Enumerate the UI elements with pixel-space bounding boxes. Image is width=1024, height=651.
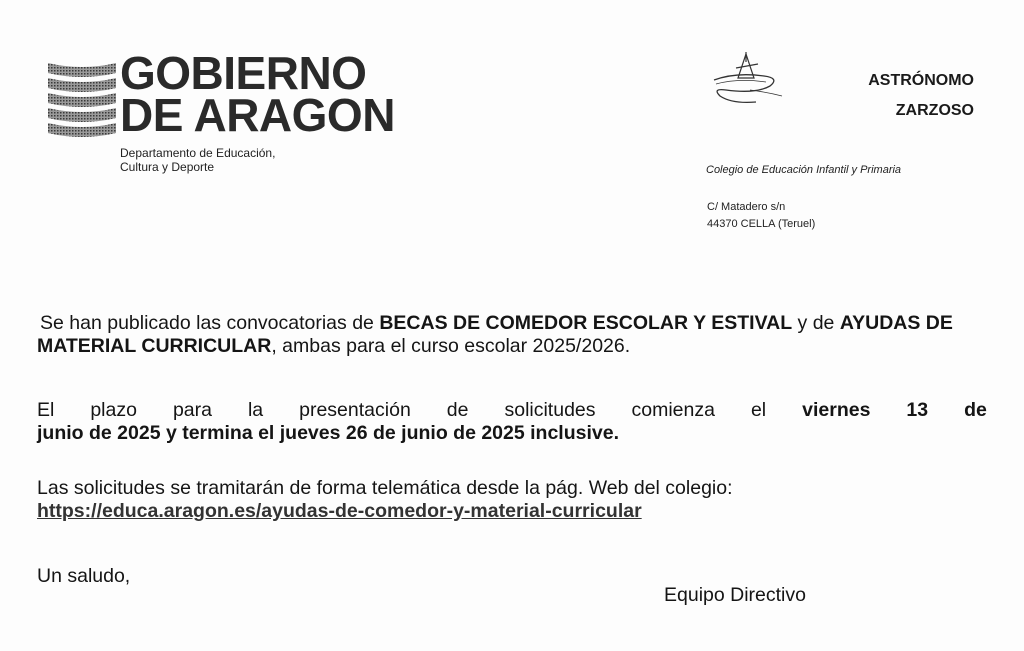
stripes-logo-icon [48,61,116,137]
p2-word: presentación [299,399,411,421]
gov-title-line2: DE ARAGON [120,89,395,141]
telescope-emblem-icon [706,50,786,108]
p1-bold2: AYUDAS DE MATERIAL CURRICULAR [37,312,953,357]
greeting: Un saludo, [37,565,131,587]
gobierno-aragon-wordmark [120,47,395,141]
p1-text1: Se han publicado las convocatorias de [40,312,380,334]
p2-bold-word: viernes [802,399,871,421]
gov-title-line1: GOBIERNO [120,47,367,99]
paragraph-procedure [37,477,987,523]
school-name-line2: ZARZOSO [895,102,974,119]
school-name-line1: ASTRÓNOMO [868,72,974,89]
address-line1: C/ Matadero s/n [707,201,786,213]
school-address [707,199,815,233]
p1-text2: y de [792,312,840,334]
paragraph-deadline [37,399,987,445]
p1-text3: , ambas para el curso escolar 2025/2026. [271,335,631,357]
p2-word: para [172,399,212,421]
paragraph-announcement [37,312,987,358]
gobierno-aragon-logo [48,47,395,147]
signature: Equipo Directivo [664,584,806,606]
p2-word: de [446,399,469,421]
school-name [868,66,974,126]
p2-bold-line2: junio de 2025 y termina el jueves 26 de junio de 2025 inclusive. [37,422,620,444]
p2-bold-word: de [964,399,987,421]
p2-word: la [247,399,264,421]
p2-word: plazo [90,399,137,421]
p2-word: solicitudes [504,399,596,421]
application-link[interactable]: https://educa.aragon.es/ayudas-de-comedor-y-material-curricular [37,500,642,522]
procedure-text: Las solicitudes se tramitarán de forma telemática desde la pág. Web del colegio: [37,477,733,499]
deadline-line2 [37,422,987,445]
department-line1: Departamento de Educación, [120,146,276,160]
deadline-line1 [37,399,987,422]
p2-word: El [37,399,55,421]
p2-word: el [750,399,767,421]
school-type: Colegio de Educación Infantil y Primaria [706,164,902,176]
department-line2: Cultura y Deporte [120,160,215,174]
p2-bold-word: 13 [906,399,929,421]
p2-word: comienza [631,399,715,421]
department-name [120,146,275,174]
p1-bold1: BECAS DE COMEDOR ESCOLAR Y ESTIVAL [379,312,793,334]
address-line2: 44370 CELLA (Teruel) [707,218,816,230]
